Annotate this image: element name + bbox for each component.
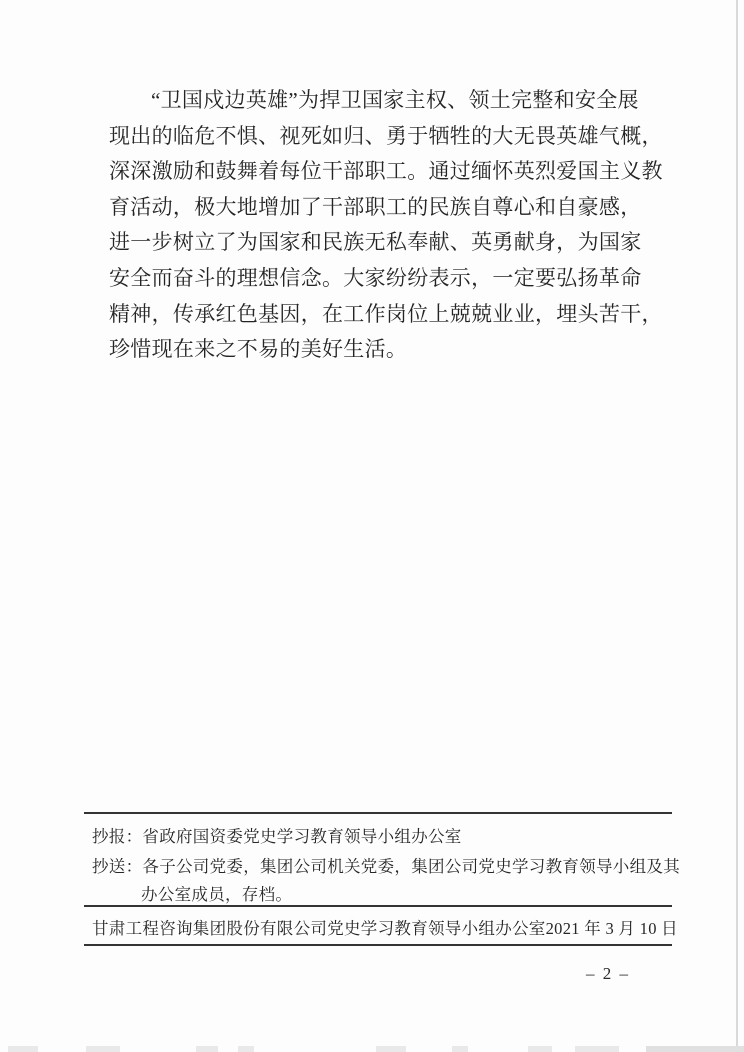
copy-report-label: 抄报： (92, 827, 143, 846)
copy-report-line (92, 823, 462, 847)
scan-smudge (528, 1046, 552, 1052)
copy-send-label: 抄送： (92, 857, 143, 876)
body-line: “卫国戍边英雄”为捍卫国家主权、领土完整和安全展 (151, 88, 639, 112)
footer-bottom-rule (84, 944, 672, 946)
scan-smudge (8, 1046, 38, 1052)
copy-report-value: 省政府国资委党史学习教育领导小组办公室 (142, 827, 462, 846)
footer-middle-rule (84, 905, 672, 907)
copy-send-value: 各子公司党委，集团公司机关党委，集团公司党史学习教育领导小组及其 (142, 857, 681, 876)
body-paragraph (109, 83, 663, 368)
footer-top-rule (84, 812, 672, 814)
issue-date: 2021 年 3 月 10 日 (545, 919, 678, 938)
scan-smudge (452, 1046, 468, 1052)
copy-send-line-2: 办公室成员，存档。 (141, 885, 293, 904)
copy-send-line-1 (92, 853, 680, 877)
scan-smudge (376, 1046, 406, 1052)
scan-smudge (238, 1046, 254, 1052)
body-line: 精神，传承红色基因，在工作岗位上兢兢业业，埋头苦干， (109, 301, 663, 326)
issuer-line (92, 915, 678, 939)
body-line: 珍惜现在来之不易的美好生活。 (109, 337, 408, 362)
scan-smudge (86, 1046, 120, 1052)
scan-smudge (575, 1046, 619, 1052)
body-line: 现出的临危不惧、视死如归、勇于牺牲的大无畏英雄气概， (109, 123, 663, 148)
scan-edge-artifact (736, 0, 738, 1052)
scan-smudge (196, 1046, 218, 1052)
issuer-name: 甘肃工程咨询集团股份有限公司党史学习教育领导小组办公室 (92, 919, 546, 938)
body-line: 进一步树立了为国家和民族无私奉献、英勇献身，为国家 (109, 230, 642, 255)
body-line: 深深激励和鼓舞着每位干部职工。通过缅怀英烈爱国主义教 (109, 159, 663, 184)
body-line: 安全而奋斗的理想信念。大家纷纷表示，一定要弘扬革命 (109, 265, 642, 290)
scan-smudge (646, 1046, 744, 1052)
page-number: – 2 – (586, 964, 630, 983)
body-line: 育活动，极大地增加了干部职工的民族自尊心和自豪感， (109, 194, 642, 219)
